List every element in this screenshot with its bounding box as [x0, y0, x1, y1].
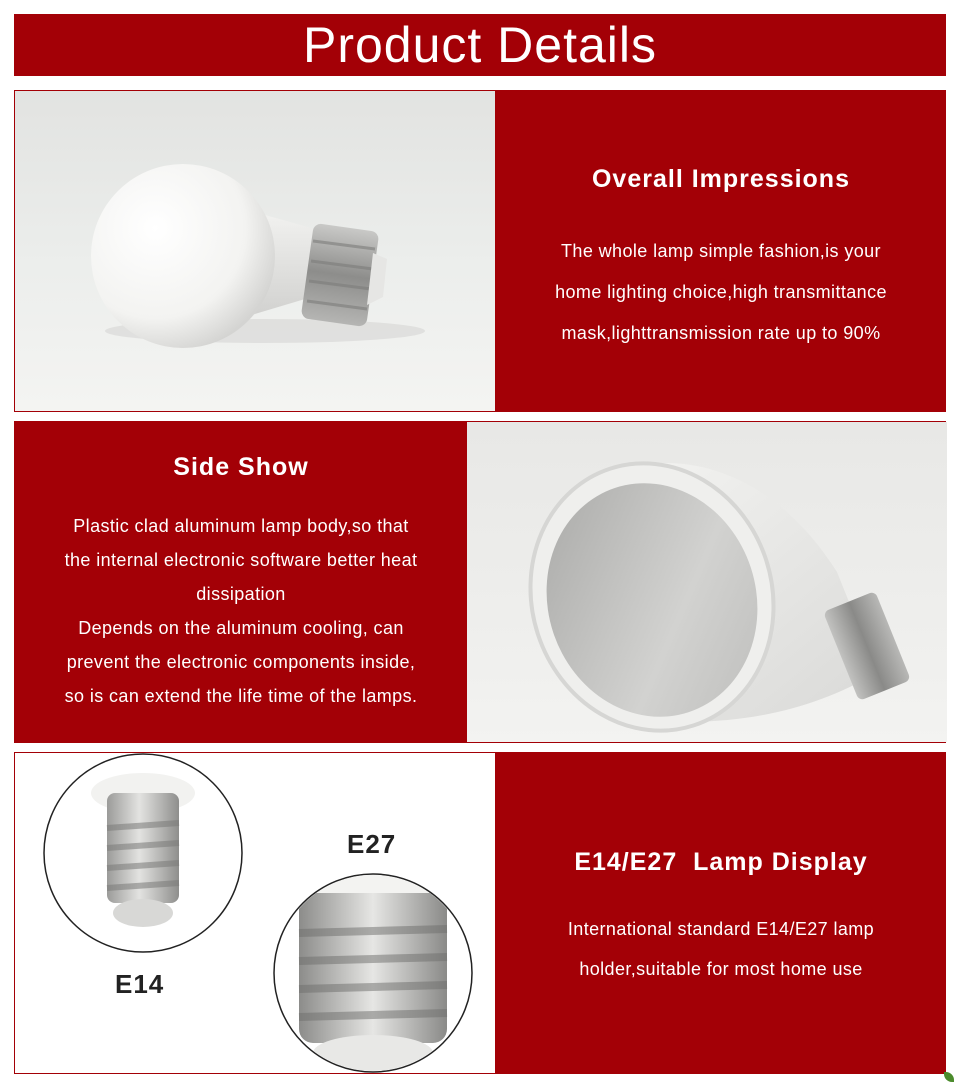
section-description — [495, 231, 947, 354]
bulb-front-image — [15, 91, 495, 411]
description-line: holder,suitable for most home use — [579, 959, 863, 979]
page-title: Product Details — [302, 17, 658, 73]
lamp-display-text — [495, 753, 947, 1073]
description-line: home lighting choice,high transmittance — [555, 282, 887, 302]
section-overall-impressions — [14, 90, 946, 412]
section-description — [495, 909, 947, 989]
bulb-side-image — [467, 422, 947, 742]
section-description — [15, 509, 467, 713]
description-line: The whole lamp simple fashion,is your — [561, 241, 881, 261]
section-lamp-display — [14, 752, 946, 1074]
section-title: E14/E27 Lamp Display — [574, 848, 868, 876]
description-line: the internal electronic software better heat — [64, 550, 418, 570]
description-line: so is can extend the life time of the lamps. — [64, 686, 418, 706]
page-header — [14, 14, 946, 76]
led-bulb-front-icon — [15, 91, 495, 411]
description-line: Plastic clad aluminum lamp body,so that — [73, 516, 409, 536]
led-bulb-side-icon — [467, 422, 947, 742]
e14-label: E14 — [115, 969, 165, 999]
e27-base-icon — [273, 873, 473, 1073]
e27-label: E27 — [347, 829, 397, 859]
overall-impressions-text — [495, 91, 947, 411]
section-title: Overall Impressions — [591, 165, 850, 193]
description-line: Depends on the aluminum cooling, can — [78, 618, 404, 638]
description-line: prevent the electronic components inside, — [66, 652, 416, 672]
section-title: Side Show — [173, 453, 309, 481]
side-show-text — [15, 422, 467, 742]
description-line: dissipation — [196, 584, 286, 604]
description-line: International standard E14/E27 lamp — [567, 919, 875, 939]
leaf-logo-icon — [944, 1072, 954, 1082]
section-side-show — [14, 421, 946, 743]
description-line: mask,lighttransmission rate up to 90% — [561, 323, 881, 343]
brand-watermark — [944, 1072, 954, 1082]
lamp-base-image — [15, 753, 495, 1073]
